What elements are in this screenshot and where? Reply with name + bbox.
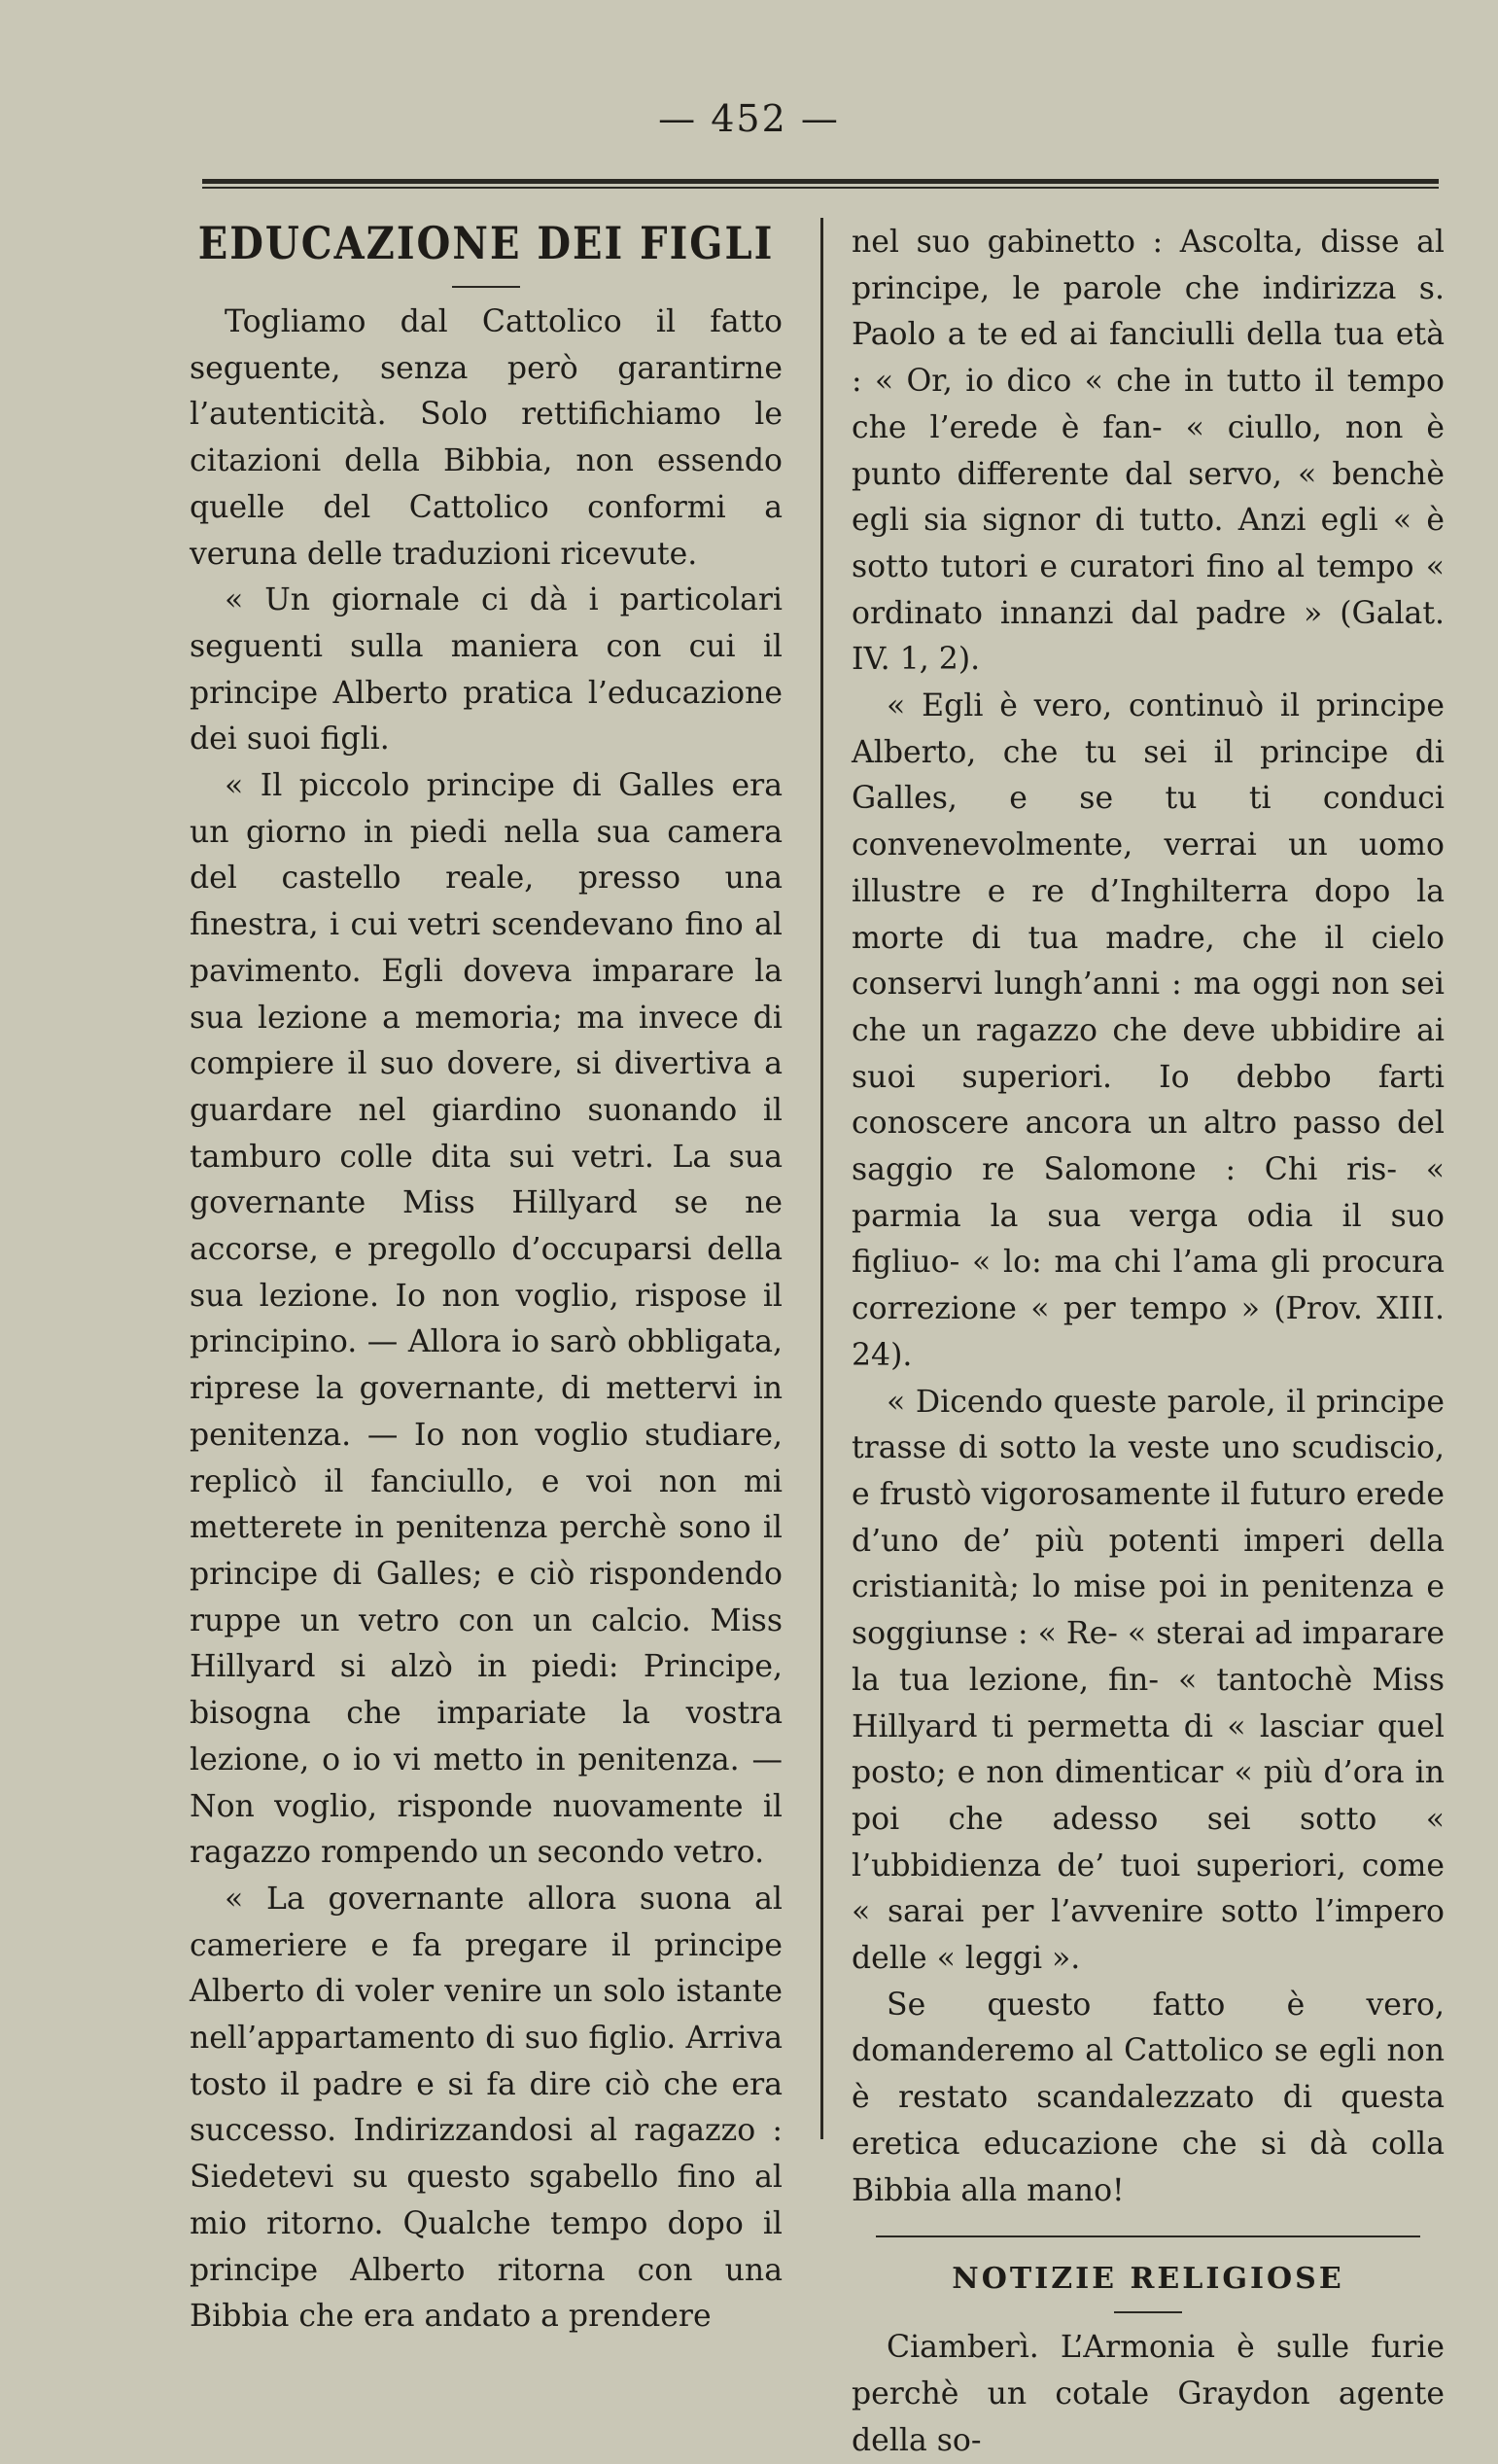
column-divider: [820, 218, 823, 2139]
paragraph: « Un giornale ci dà i particolari seguenti sulla maniera con cui il principe Alberto pratica l’educazione dei suoi figli.: [190, 582, 783, 757]
title-rule: [452, 286, 520, 288]
paragraph: « Egli è vero, continuò il principe Alberto, che tu sei il principe di Galles, e se tu ti conduci convenevolmente, verrai un uomo illustre e re d’Inghilterra dopo la morte di tua madre, che il cielo conservi lungh’anni : ma oggi non sei che un ragazzo che deve ubbidire ai suoi superiori. Io debbo farti conoscere ancora un altro passo del saggio re Salomone : Chi ris- « parmia la sua verga odia il suo figliuo- « lo: ma chi l’ama gli procura correzione « per tempo » (Prov. XIII. 24).: [852, 688, 1445, 1373]
paragraph: Ciamberì. L’Armonia è sulle furie perchè un cotale Graydon agente della so-: [852, 2330, 1445, 2458]
left-column: [190, 217, 783, 2341]
top-rule: [202, 179, 1439, 189]
paragraph: « La governante allora suona al cameriere e fa pregare il principe Alberto di voler venire un solo istante nell’appartamento di suo figlio. Arriva tosto il padre e si fa dire ciò che era successo. Indirizzandosi al ragazzo : Siedetevi su questo sgabello fino al mio ritorno. Qualche tempo dopo il principe Alberto ritorna con una Bibbia che era andato a prendere: [190, 1881, 783, 2335]
page-number: — 452 —: [658, 97, 840, 140]
paragraph: Togliamo dal Cattolico il fatto seguente, senza però garantirne l’autenticità. Solo rettifichiamo le citazioni della Bibbia, non essendo quelle del Cattolico conformi a veruna delle traduzioni ricevute.: [190, 304, 783, 572]
paragraph: « Il piccolo principe di Galles era un giorno in piedi nella sua camera del castello reale, presso una finestra, i cui vetri scendevano fino al pavimento. Egli doveva imparare la sua lezione a memoria; ma invece di compiere il suo dovere, si divertiva a guardare nel giardino suonando il tamburo colle dita sui vetri. La sua governante Miss Hillyard se ne accorse, e pregollo d’occuparsi della sua lezione. Io non voglio, rispose il principino. — Allora io sarò obbligata, riprese la governante, di mettervi in penitenza. — Io non voglio studiare, replicò il fanciullo, e voi non mi metterete in penitenza perchè sono il principe di Galles; e ciò rispondendo ruppe un vetro con un calcio. Miss Hillyard si alzò in piedi: Principe, bisogna che impariate la vostra lezione, o io vi metto in penitenza. — Non voglio, risponde nuovamente il ragazzo rompendo un secondo vetro.: [190, 768, 783, 1871]
paragraph: Se questo fatto è vero, domanderemo al Cattolico se egli non è restato scandalezzato di questa eretica educazione che si dà colla Bibbia alla mano!: [852, 1987, 1445, 2208]
right-column: [852, 220, 1445, 2464]
paragraph: « Dicendo queste parole, il principe trasse di sotto la veste uno scudiscio, e frustò vigorosamente il futuro erede d’uno de’ più potenti imperi della cristianità; lo mise poi in penitenza e soggiunse : « Re- « sterai ad imparare la tua lezione, fin- « tantochè Miss Hillyard ti permetta di « lasciar quel posto; e non dimenticar « più d’ora in poi che adesso sei sotto « l’ubbidienza de’ tuoi superiori, come « sarai per l’avvenire sotto l’impero delle « leggi ».: [852, 1384, 1445, 1977]
section-title: NOTIZIE RELIGIOSE: [952, 2262, 1344, 2297]
article-title: EDUCAZIONE DEI FIGLI: [197, 217, 775, 270]
section-rule: [876, 2235, 1420, 2237]
paragraph: nel suo gabinetto : Ascolta, disse al principe, le parole che indirizza s. Paolo a te ed ai fanciulli della tua età : « Or, io dico « che in tutto il tempo che l’erede è fan- « ciullo, non è punto differente dal servo, « benchè egli sia signor di tutto. Anzi egli « è sotto tutori e curatori fino al tempo « ordinato innanzi dal padre » (Galat. IV. 1, 2).: [852, 225, 1445, 678]
section-title-rule: [1114, 2311, 1182, 2313]
